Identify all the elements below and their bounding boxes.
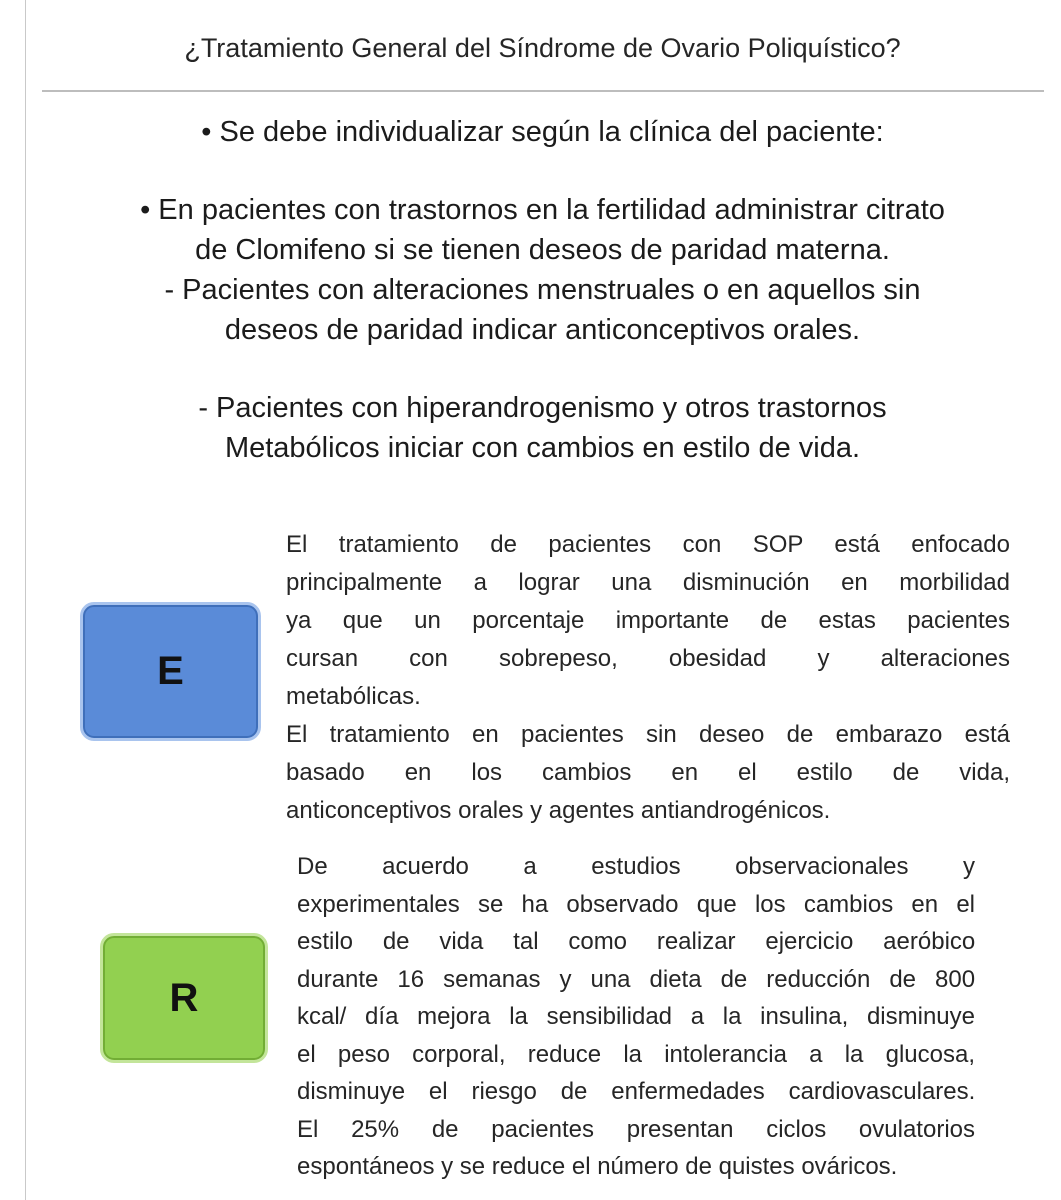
treatment-bullets [40,112,1045,468]
recommendation-badge: R [100,933,268,1063]
bullet-menstrual [40,270,1045,350]
evidence-line: ya que un porcentaje importante de estas pacientes [286,607,1010,634]
bullet-line: - Pacientes con alteraciones menstruales o en aquellos sin [164,274,921,306]
evidence-badge: E [80,602,261,741]
recommendation-paragraph [297,848,975,1186]
recommendation-line: kcal/ día mejora la sensibilidad a la insulina, disminuye [297,1003,975,1030]
recommendation-line: experimentales se ha observado que los cambios en el [297,890,975,918]
title-divider [42,90,1044,92]
evidence-line: cursan con sobrepeso, obesidad y alteraciones [286,645,1010,672]
left-margin-rule [25,0,26,1200]
recommendation-line: El 25% de pacientes presentan ciclos ovulatorios [297,1115,975,1143]
bullet-individualize [40,112,1045,152]
bullet-line: - Pacientes con hiperandrogenismo y otros trastornos [198,392,887,424]
bullet-line: Metabólicos iniciar con cambios en estilo de vida. [224,432,861,464]
evidence-line: principalmente a lograr una disminución en morbilidad [286,569,1010,596]
recommendation-line: estilo de vida tal como realizar ejercicio aeróbico [297,928,975,955]
recommendation-line: el peso corporal, reduce la intolerancia a la glucosa, [297,1040,975,1068]
bullet-line: de Clomifeno si se tienen deseos de paridad materna. [195,234,890,266]
bullet-fertility [40,190,1045,270]
bullet-line: • Se debe individualizar según la clínica del paciente: [201,116,884,148]
evidence-line: basado en los cambios en el estilo de vida, [286,759,1010,786]
bullet-line: deseos de paridad indicar anticonceptivos orales. [224,314,861,346]
bullet-hyperandrogenism [40,388,1045,468]
evidence-line: El tratamiento en pacientes sin deseo de embarazo está [286,721,1010,748]
evidence-paragraph [286,526,1010,830]
evidence-line: El tratamiento de pacientes con SOP está enfocado [286,531,1010,558]
page-title: ¿Tratamiento General del Síndrome de Ovario Poliquístico? [184,33,901,63]
recommendation-line: De acuerdo a estudios observacionales y [297,853,975,880]
evidence-line: metabólicas. [286,683,421,710]
evidence-line: anticonceptivos orales y agentes antiandrogénicos. [286,797,831,824]
recommendation-line: disminuye el riesgo de enfermedades cardiovasculares. [297,1078,975,1105]
bullet-line: • En pacientes con trastornos en la fertilidad administrar citrato [140,194,945,226]
recommendation-line: espontáneos y se reduce el número de quistes ováricos. [297,1153,898,1180]
recommendation-line: durante 16 semanas y una dieta de reducción de 800 [297,965,975,993]
